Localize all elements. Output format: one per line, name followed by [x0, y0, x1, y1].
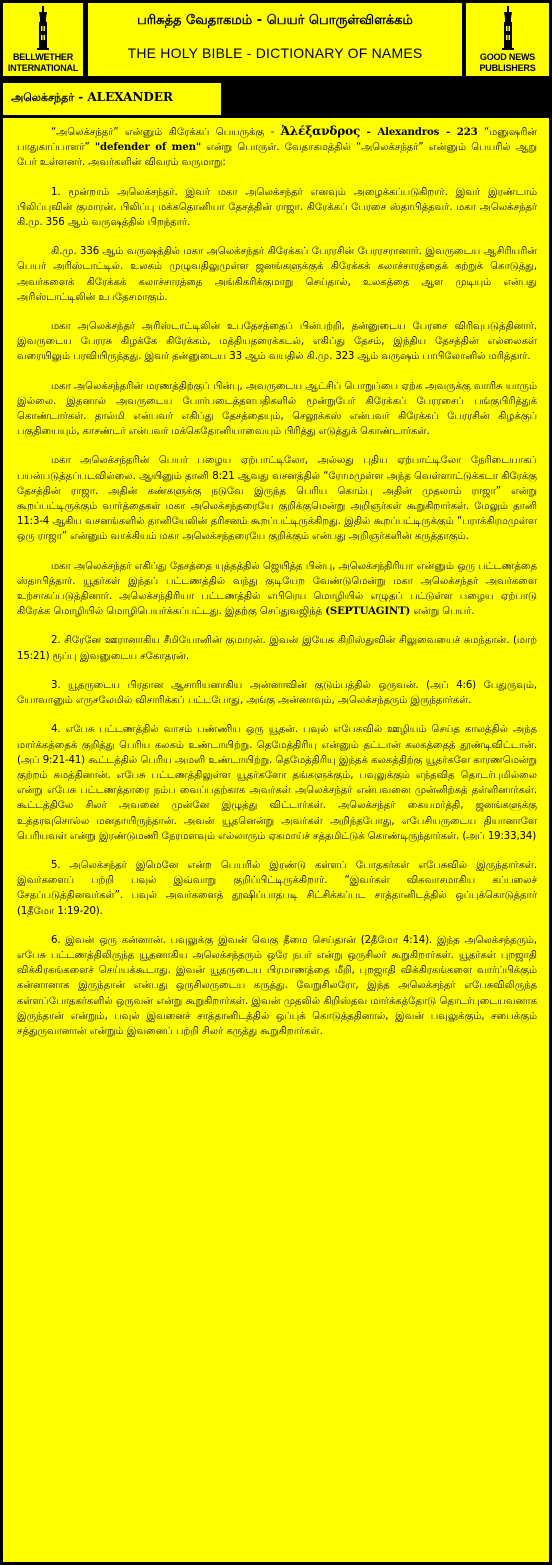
paragraph-6-end: என்று பெயர்.: [413, 606, 475, 618]
paragraph-5: மகா அலெக்சந்தரின் பெயர் பழைய ஏற்பாட்டிலோ, அல்லது புதிய ஏற்பாட்டிலோ நேரிடையாகப் பயன்படுத்தப்படவில்லை. ஆயினும் தானி 8:21 ஆவது வசனத்தில் “ரோமமுள்ள அந்த வெள்ளாட்டுக்கடா கிரேக்கு தேசத்தின் ராஜா. அதின் கண்களுக்கு நடுவே இருந்த பெரிய கொம்பு அதின் முதலாம் ராஜா” என்று கூறப்பட்டிருக்கும் வார்த்தைகள் மகா அலெக்சந்தரையே குறிக்குமென்று அறிஞர்கள் கூறுகிறார்கள். மேலும் தானி 11:3-4 ஆகிய வசனங்களில் தானியேலின் தரிசனம் கூறப்பட்டிருக்கிறது. இதில் கூறப்பட்டிருக்கும் “பராக்கிரமமுள்ள ஒரு ராஜா” என்னும் வாக்கியம் மகா அலெக்சந்தரையே குறிக்கும் என்பது அறிஞர்களின் கருத்தாகும்.: [17, 455, 537, 543]
transliteration: - Alexandros - 223: [366, 126, 478, 138]
paragraph-6: [17, 559, 537, 620]
intro-text: “அலெக்சந்தர்” என்னும் கிரேக்கப் பெயருக்கு -: [51, 127, 275, 138]
entry-english-name: ALEXANDER: [87, 90, 173, 104]
bellwether-logo-text: BELLWETHER INTERNATIONAL: [7, 51, 79, 73]
paragraph-2: கி.மு. 336 ஆம் வருஷத்தில் மகா அலெக்சந்தர் கிரேக்கப் பேரரசின் பேரரசரானார். இவருடைய ஆசிரியரின் பெயர் அரிஸ்டாட்டில். உலகம் முழுவதிலுமுள்ள ஜனங்களுக்குக் கிரேக்கக் கலாச்சாரத்தைக் கற்றுக் கொடுத்து, அவர்களைக் கிரேக்கக் கலாச்சாரத்தை அங்கிகரிக்குமாறு செய்தால், உலகத்தை ஆள முடியும் என்பது அரிஸ்டாட்டிலின் உபதேசமாகும்.: [17, 246, 537, 303]
paragraph-4: மகா அலெக்சந்தரின் மரணத்திற்குப் பின்பு, அவருடைய ஆட்சிப் பொறுப்பை ஏற்க அவருக்கு வாரிசு யாரும் இல்லை. இதனால் அவருடைய போர்படைத்தளபதிகளில் மூன்றுபேர் கிரேக்கப் பேரரசைப் பங்குபிரித்துக் கொண்டார்கள். தால்மி என்பவர் எகிப்து தேசத்தையும், செலூக்கஸ் என்பவர் கிரேக்கப் பேரரசின் கிழக்குப் பகுதியையும், காசண்டர் என்பவர் மக்கெதோனியாவையும் பிரித்து எடுத்துக் கொண்டார்கள்.: [17, 380, 537, 438]
bell-tower-icon: [36, 6, 50, 50]
entry-body: [3, 118, 549, 1562]
meaning-english: "defender of men": [94, 141, 202, 154]
paragraph-6-text: மகா அலெக்சந்தர் எகிப்து தேசத்தை யுத்தத்தில் ஜெயித்த பின்பு, அலெக்சந்திரியா என்னும் ஒரு பட்டணத்தை ஸ்தாபித்தார். யூதர்கள் இந்தப் பட்டணத்தில் வந்து குடியேற வேண்டுமென்று மகா அலெக்சந்தர் அவர்களை உற்சாகப்படுத்தினார். அலெக்சந்திரியா பட்டணத்தில் எபிரெய மொழியில் எழுதப் பட்டுள்ள பழைய ஏற்பாடு கிரேக்க மொழியில் மொழிபெயர்க்கப்பட்டது. இதற்கு செப்துவஜிந்த்: [17, 560, 537, 618]
entry-separator: -: [74, 90, 88, 104]
title-banner: [88, 3, 462, 76]
paragraph-3: மகா அலெக்சந்தர் அரிஸ்டாட்டிலின் உபதேசத்தைப் பின்பற்றி, தன்னுடைய பேரசை விரிவுபடுத்தினார். இவருடைய பேரரசு கிழக்கே கிரேக்கம், மத்தியதரைக்கடல், எகிப்து தேசம், இந்திய தேசத்தின் எல்லைகள் வரையிலும் பரவியிருந்தது. இவர் தன்னுடைய 33 ஆம் வயதில் கி.மு. 323 ஆம் வருஷம் பாபிலோனில் மரித்தார்.: [17, 321, 537, 363]
entry-tamil-name: அலெக்சந்தர்: [11, 91, 75, 104]
header: [0, 0, 552, 80]
paragraph-8: 3. யூதருடைய பிரதான ஆசாரியனாகிய அன்னாவின் குடும்பத்தில் ஒருவன். (அப் 4:6) பேதுருவும், யோவானும் எருசலேமில் விசாரிக்கப் பட்டபோது, அங்கு அன்னாவும், அலெக்சந்தரும் இருந்தார்கள்.: [17, 679, 537, 707]
entry-heading: [3, 83, 221, 115]
bellwether-logo: [3, 3, 83, 76]
septuagint-term: (SEPTUAGINT): [325, 605, 411, 618]
intro-paragraph: [17, 124, 537, 171]
title-tamil: பரிசுத்த வேதாகமம் - பெயர் பொருள்விளக்கம்: [137, 13, 413, 28]
paragraph-7: 2. சிரேனே ஊரானாகிய சீமியோனின் குமாரன். இவன் இயேசு கிறிஸ்துவின் சிலுவையைச் சுமந்தான். (மாற் 15:21) ரூப்பு இவனுடைய சகோதரன்.: [17, 635, 537, 662]
bell-tower-icon: [501, 6, 515, 50]
greek-word: Ἀλέξανδρος: [280, 124, 361, 138]
paragraph-1: 1. மூன்றாம் அலெக்சந்தர். இவர் மகா அலெக்சந்தர் எனவும் அழைக்கப்படுகிறார். இவர் இரண்டாம் பிலிப்புவின் குமாரன். பிலிப்பு மக்கதொனியா தேசத்தின் ராஜா. கிரேக்கப் பேரசை ஸ்தாபித்தவர். மகா அலெக்சந்தர் கி.மு. 356 ஆம் வருஷத்தில் பிறந்தார்.: [17, 186, 537, 229]
title-english: THE HOLY BIBLE - DICTIONARY OF NAMES: [127, 45, 423, 61]
intro-text-end: என்று பொருள். வேதாகமத்தில் “அலெக்சந்தர்” என்னும் பெயரில் ஆறு பேர் உள்ளனர். அவர்களின் விவரம் வருமாறு:: [17, 142, 538, 169]
good-news-logo: [466, 3, 549, 76]
good-news-logo-text: GOOD NEWS PUBLISHERS: [479, 51, 536, 73]
paragraph-9: 4. எபேசு பட்டணத்தில் வாசம் பண்ணிய ஒரு யூதன். பவுல் எபேசுவில் ஊழியம் செய்த காலத்தில் அந்த மார்க்கத்தைக் குறித்து பெரிய கலகம் உண்டாயிற்று. தெமேத்திரியு என்னும் தட்டான் கலகத்தைத் தூண்டிவிட்டான். (அப் 9:21-41) கூட்டத்தில் பெரிய அமளி உண்டாயிற்று. தெமேத்திரியு இந்தக் கலகத்திற்கு யூதர்களே காரணமென்று குற்றம் சுமத்தினான். எபேசு பட்டணத்திலுள்ள யூதர்களோ தங்களுக்கும், பவுலுக்கும் எந்தவித தொடர்புமில்லை என்று எபேசு பட்டணத்தாரை நம்ப வைப்பதற்காக அவர்கள் அலெக்சந்தர் என்பவனை முன்னிற்கத் தள்ளினார்கள். கூட்டத்திலே சிலர் அவனை முன்னே இழுத்து விட்டார்கள். அலெக்சந்தர் கையமர்த்தி, ஜனங்களுக்கு உத்தரவுசொல்ல மனதாயிருந்தான். அவன் யூதனென்று அவர்கள் அறிந்தபோது, எபேசியருடைய தியானாளே பெரியவள் என்று இரண்டுமணி நேரமளவும் எல்லாரும் ஏகமாய்ச் சத்தமிட்டுக் கொண்டிருந்தார்கள். (அப் 19:33,34): [17, 724, 537, 842]
paragraph-11: 6. இவன் ஒரு கன்னான். பவுலுக்கு இவன் வெகு தீமை செய்தான் (2தீமோ 4:14). இந்த அலெக்சந்தரும், எபேசு பட்டணத்திலிருந்த யூதனாகிய அலெக்சந்தரும் ஒரே நபர் என்று ஒருசிலர் கூறுகிறார்கள். யூதர்கள் புறஜாதி விக்கிரகங்களைச் செய்யக்கூடாது. இவன் யூதருடைய பிரமாணத்தை மீறி, புறஜாதி விக்கிரகங்களை வார்ப்பிக்கும் கன்னானாக இருந்தான் என்பது ஒருசிலருடைய கருத்து. வேறுசிலரோ, இந்த அலெக்சந்தர் எபேசுவிலிருந்த கள்ளப்போதகர்களில் ஒருவன் என்று கூறுகிறார்கள். இவன் முதலில் கிறிஸ்தவ மார்க்கத்தோடு தொடர்புடையவனாக இருந்தான் என்றும், பவுல் இவனைச் சாத்தானிடத்தில் ஒப்புக் கொடுத்ததினால், இவன் பவுலுக்கும், சபைக்கும் சத்துருவானான் என்றும் இவனைப் பற்றி சிலர் கருத்து கூறுகிறார்கள்.: [17, 934, 537, 1037]
paragraph-10: 5. அலெக்சந்தர் இமெனே என்ற பெயரில் இரண்டு கள்ளப் போதகர்கள் எபேசுவில் இருந்தார்கள். இவர்களைப் பற்றி பவுல் இவ்வாறு குறிப்பிட்டிருக்கிறார். “இவர்கள் விசுவாசமாகிய கப்பலைச் சேதப்படுத்தினவர்கள்”. பவுல் அவர்களைத் தூஷிப்பாதபடி சிட்சிக்கப்பட சாத்தானிடத்தில் ஒப்புக்கொடுத்தார் (1தீமோ 1:19-20).: [17, 859, 537, 917]
meaning-tamil: “மனுஷரின் பாதுகாப்பாளர்”: [17, 127, 538, 154]
